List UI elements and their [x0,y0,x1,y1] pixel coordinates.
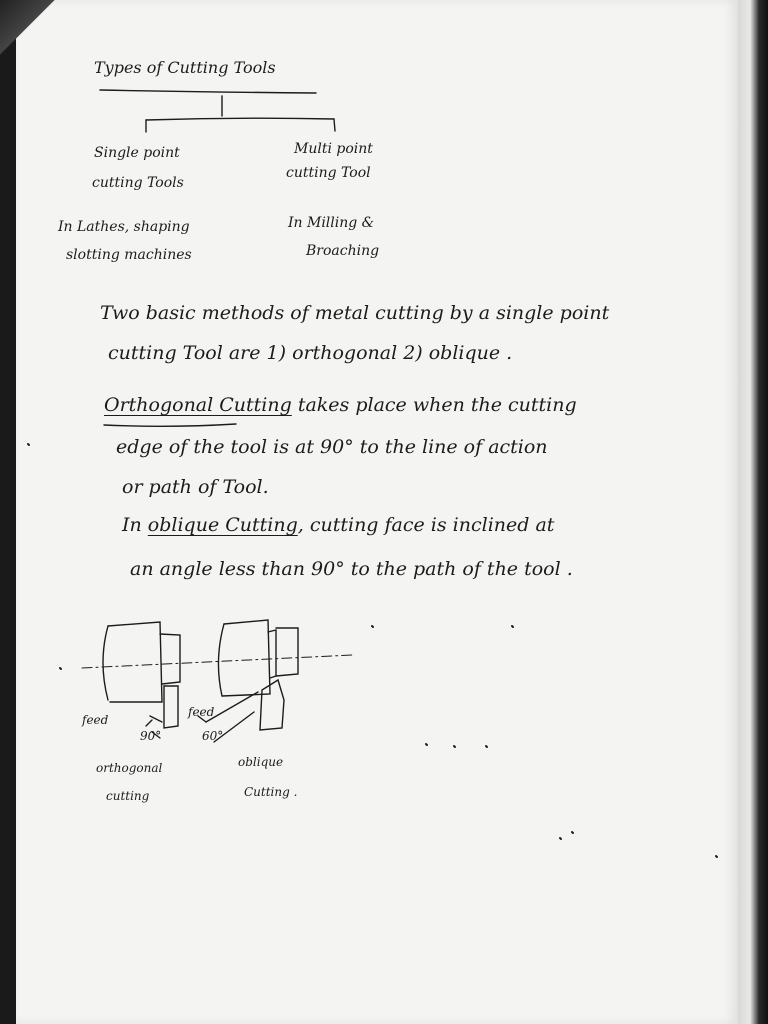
term-orthogonal-cutting: Orthogonal Cutting [104,394,292,416]
oblique-caption-line1: oblique [238,755,284,769]
term-oblique-cutting: oblique Cutting [147,514,298,536]
body-line-6 [122,516,554,535]
title-underline [100,90,316,93]
tree-branch [146,118,334,120]
orthogonal-caption-line2: cutting [106,789,150,803]
body-line-4: edge of the tool is at 90° to the line of action [116,436,548,458]
oblique-angle-label: 60° [202,729,224,743]
centerline [82,655,352,668]
single-point-label-line2: cutting Tools [92,175,184,191]
page-title: Types of Cutting Tools [94,58,276,77]
body-line-6-rest: , cutting face is inclined at [297,514,555,536]
single-point-application-line1: In Lathes, shaping [58,219,190,235]
body-line-7: an angle less than 90° to the path of the tool . [130,558,573,580]
multi-point-application-line2: Broaching [306,243,380,259]
oblique-workpiece [198,620,298,742]
single-point-application-line2: slotting machines [66,247,192,263]
orthogonal-feed-label: feed [82,713,109,727]
oblique-feed-label: feed [188,705,215,719]
body-line-1: Two basic methods of metal cutting by a single point [100,302,610,324]
orthogonal-angle-label: 90° [140,729,162,743]
body-line-2: cutting Tool are 1) orthogonal 2) oblique . [108,342,513,364]
body-line-3 [104,396,577,415]
body-line-6-pre: In [122,514,148,536]
multi-point-application-line1: In Milling & [288,215,375,231]
multi-point-label-line2: cutting Tool [286,165,371,181]
orthogonal-tool [164,686,178,728]
tree-right-leg [334,119,335,131]
body-line-5: or path of Tool. [122,476,269,498]
orthogonal-workpiece [103,622,180,738]
single-point-label-line1: Single point [94,145,180,161]
orthogonal-caption-line1: orthogonal [96,761,163,775]
oblique-caption-line2: Cutting . [244,785,298,799]
oblique-tool [260,680,284,730]
multi-point-label-line1: Multi point [294,141,373,157]
body-line-3-rest: takes place when the cutting [291,394,577,416]
underline-orthogonal [104,424,236,426]
